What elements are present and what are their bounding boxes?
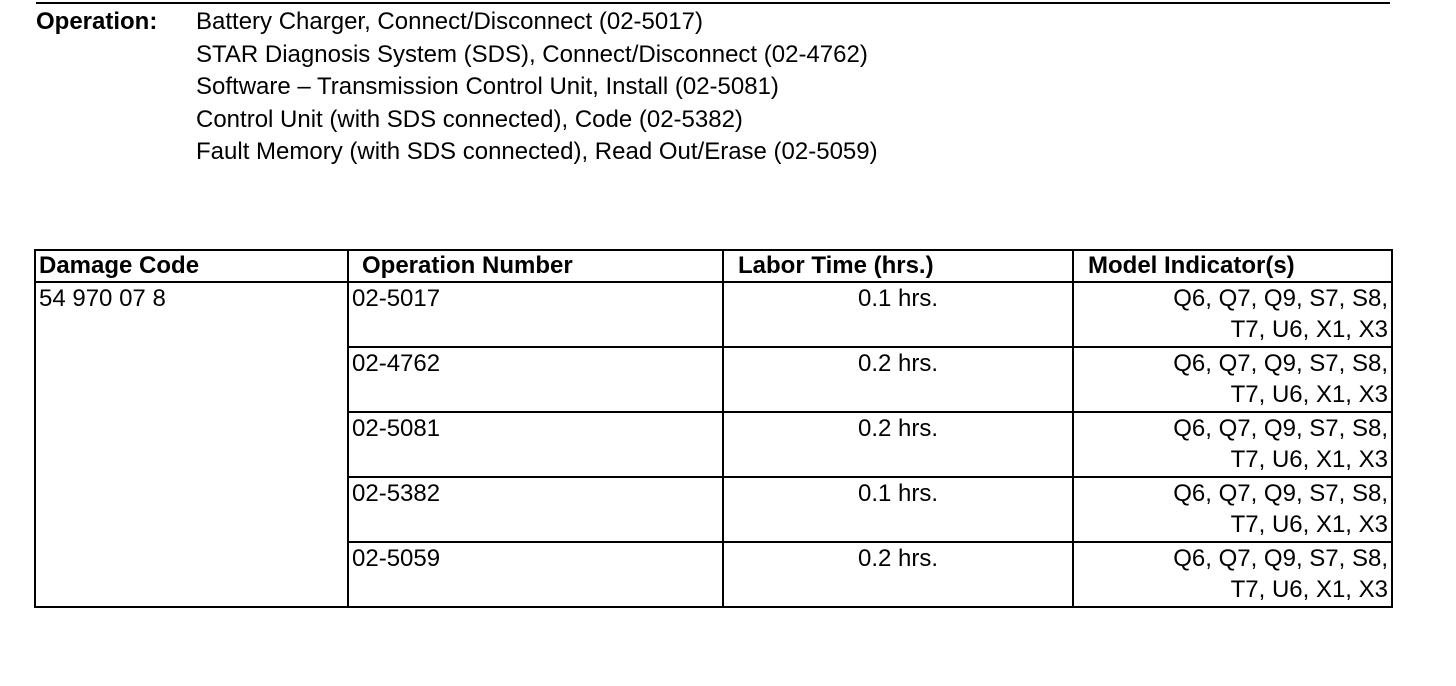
damage-code-cell: 54 970 07 8 xyxy=(35,282,348,607)
labor-time-cell: 0.2 hrs. xyxy=(723,347,1073,412)
labor-time-cell: 0.2 hrs. xyxy=(723,542,1073,607)
operation-number-cell: 02-5382 xyxy=(348,477,723,542)
model-indicator-cell xyxy=(1073,477,1392,542)
operation-item: Software – Transmission Control Unit, Install (02-5081) xyxy=(196,73,779,100)
table-row xyxy=(35,282,1392,347)
header-damage-code: Damage Code xyxy=(35,250,348,282)
operation-number-cell: 02-5059 xyxy=(348,542,723,607)
labor-time-cell: 0.1 hrs. xyxy=(723,282,1073,347)
model-indicator-cell xyxy=(1073,347,1392,412)
model-indicator-cell xyxy=(1073,282,1392,347)
model-indicator-line: T7, U6, X1, X3 xyxy=(1230,381,1388,408)
model-indicator-line: Q6, Q7, Q9, S7, S8, xyxy=(1173,415,1388,442)
operation-list xyxy=(196,6,878,169)
operation-number-cell: 02-5081 xyxy=(348,412,723,477)
header-labor-time: Labor Time (hrs.) xyxy=(723,250,1073,282)
labor-time-table xyxy=(34,249,1393,608)
model-indicator-line: Q6, Q7, Q9, S7, S8, xyxy=(1173,480,1388,507)
header-operation-number: Operation Number xyxy=(348,250,723,282)
model-indicator-line: T7, U6, X1, X3 xyxy=(1230,316,1388,343)
header-model-indicators: Model Indicator(s) xyxy=(1073,250,1392,282)
table-header-row xyxy=(35,250,1392,282)
operation-item: Control Unit (with SDS connected), Code (02-5382) xyxy=(196,105,743,133)
model-indicator-cell xyxy=(1073,542,1392,607)
labor-time-cell: 0.1 hrs. xyxy=(723,477,1073,542)
model-indicator-cell xyxy=(1073,412,1392,477)
model-indicator-line: T7, U6, X1, X3 xyxy=(1230,511,1388,538)
model-indicator-line: T7, U6, X1, X3 xyxy=(1230,446,1388,473)
model-indicator-line: Q6, Q7, Q9, S7, S8, xyxy=(1173,285,1388,312)
operation-number-cell: 02-5017 xyxy=(348,282,723,347)
model-indicator-line: Q6, Q7, Q9, S7, S8, xyxy=(1173,545,1388,572)
operation-number-cell: 02-4762 xyxy=(348,347,723,412)
labor-time-cell: 0.2 hrs. xyxy=(723,412,1073,477)
operation-item: Fault Memory (with SDS connected), Read Out/Erase (02-5059) xyxy=(196,138,878,165)
model-indicator-line: T7, U6, X1, X3 xyxy=(1230,576,1388,603)
operation-label: Operation: xyxy=(36,8,158,35)
operation-item: Battery Charger, Connect/Disconnect (02-5017) xyxy=(196,8,703,35)
top-rule xyxy=(36,2,1390,4)
operation-item: STAR Diagnosis System (SDS), Connect/Disconnect (02-4762) xyxy=(196,40,868,68)
model-indicator-line: Q6, Q7, Q9, S7, S8, xyxy=(1173,350,1388,377)
